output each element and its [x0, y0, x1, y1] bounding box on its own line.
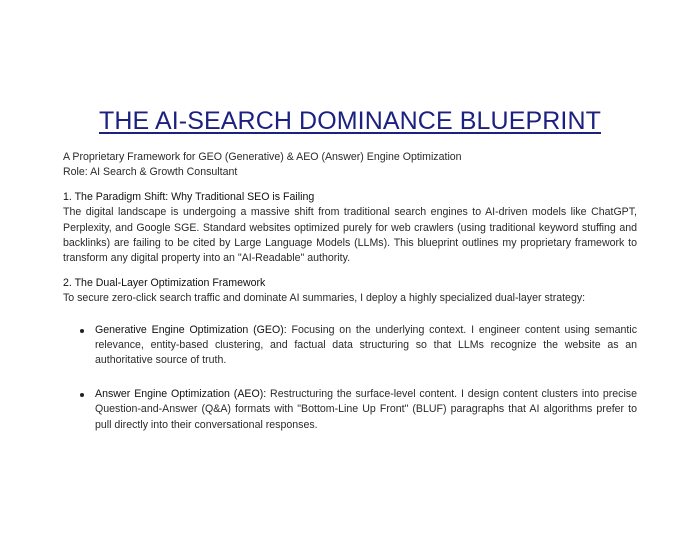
- section-2-heading: 2. The Dual-Layer Optimization Framework: [63, 276, 266, 289]
- strategy-list: [63, 323, 637, 433]
- bullet-dot-icon: [80, 393, 84, 397]
- list-item-aeo: [63, 387, 637, 433]
- bullet-text: Focusing on the underlying context. I engineer content using semantic relevance, entity-based clustering, and factual data structuring so that LLMs recognize the website as an authoritative source of truth.: [95, 323, 637, 367]
- bullet-text: Restructuring the surface-level content. I design content clusters into precise Question-and-Answer (Q&A) formats with "Bottom-Line Up Front" (BLUF) paragraphs that AI algorithms prefer to pull directly into their conversational responses.: [95, 387, 637, 431]
- bullet-lead: Generative Engine Optimization (GEO):: [95, 323, 287, 336]
- list-item-geo: [63, 323, 637, 369]
- bullet-dot-icon: [80, 329, 84, 333]
- bullet-lead: Answer Engine Optimization (AEO):: [95, 387, 267, 400]
- document-body: [63, 150, 637, 451]
- section-1-heading-rest: Why Traditional SEO is Failing: [168, 190, 315, 203]
- section-2-intro: To secure zero-click search traffic and dominate AI summaries, I deploy a highly specialized dual-layer strategy:: [63, 292, 586, 305]
- section-1-body: The digital landscape is undergoing a massive shift from traditional search engines to AI-driven models like ChatGPT, Perplexity, and Google SGE. Standard websites optimized purely for web crawlers (using traditional keyword stuffing and backlinks) are failing to be cited by Large Language Models (LLMs). This blueprint outlines my proprietary framework to transform any digital property into an "AI-Readable" authority.: [63, 206, 637, 265]
- document-title: THE AI-SEARCH DOMINANCE BLUEPRINT: [99, 107, 601, 135]
- section-1-heading-lead: 1. The Paradigm Shift:: [63, 190, 169, 203]
- section-1-heading: [63, 190, 637, 205]
- role-line: Role: AI Search & Growth Consultant: [63, 166, 238, 179]
- document-subtitle: A Proprietary Framework for GEO (Generative) & AEO (Answer) Engine Optimization: [63, 151, 462, 163]
